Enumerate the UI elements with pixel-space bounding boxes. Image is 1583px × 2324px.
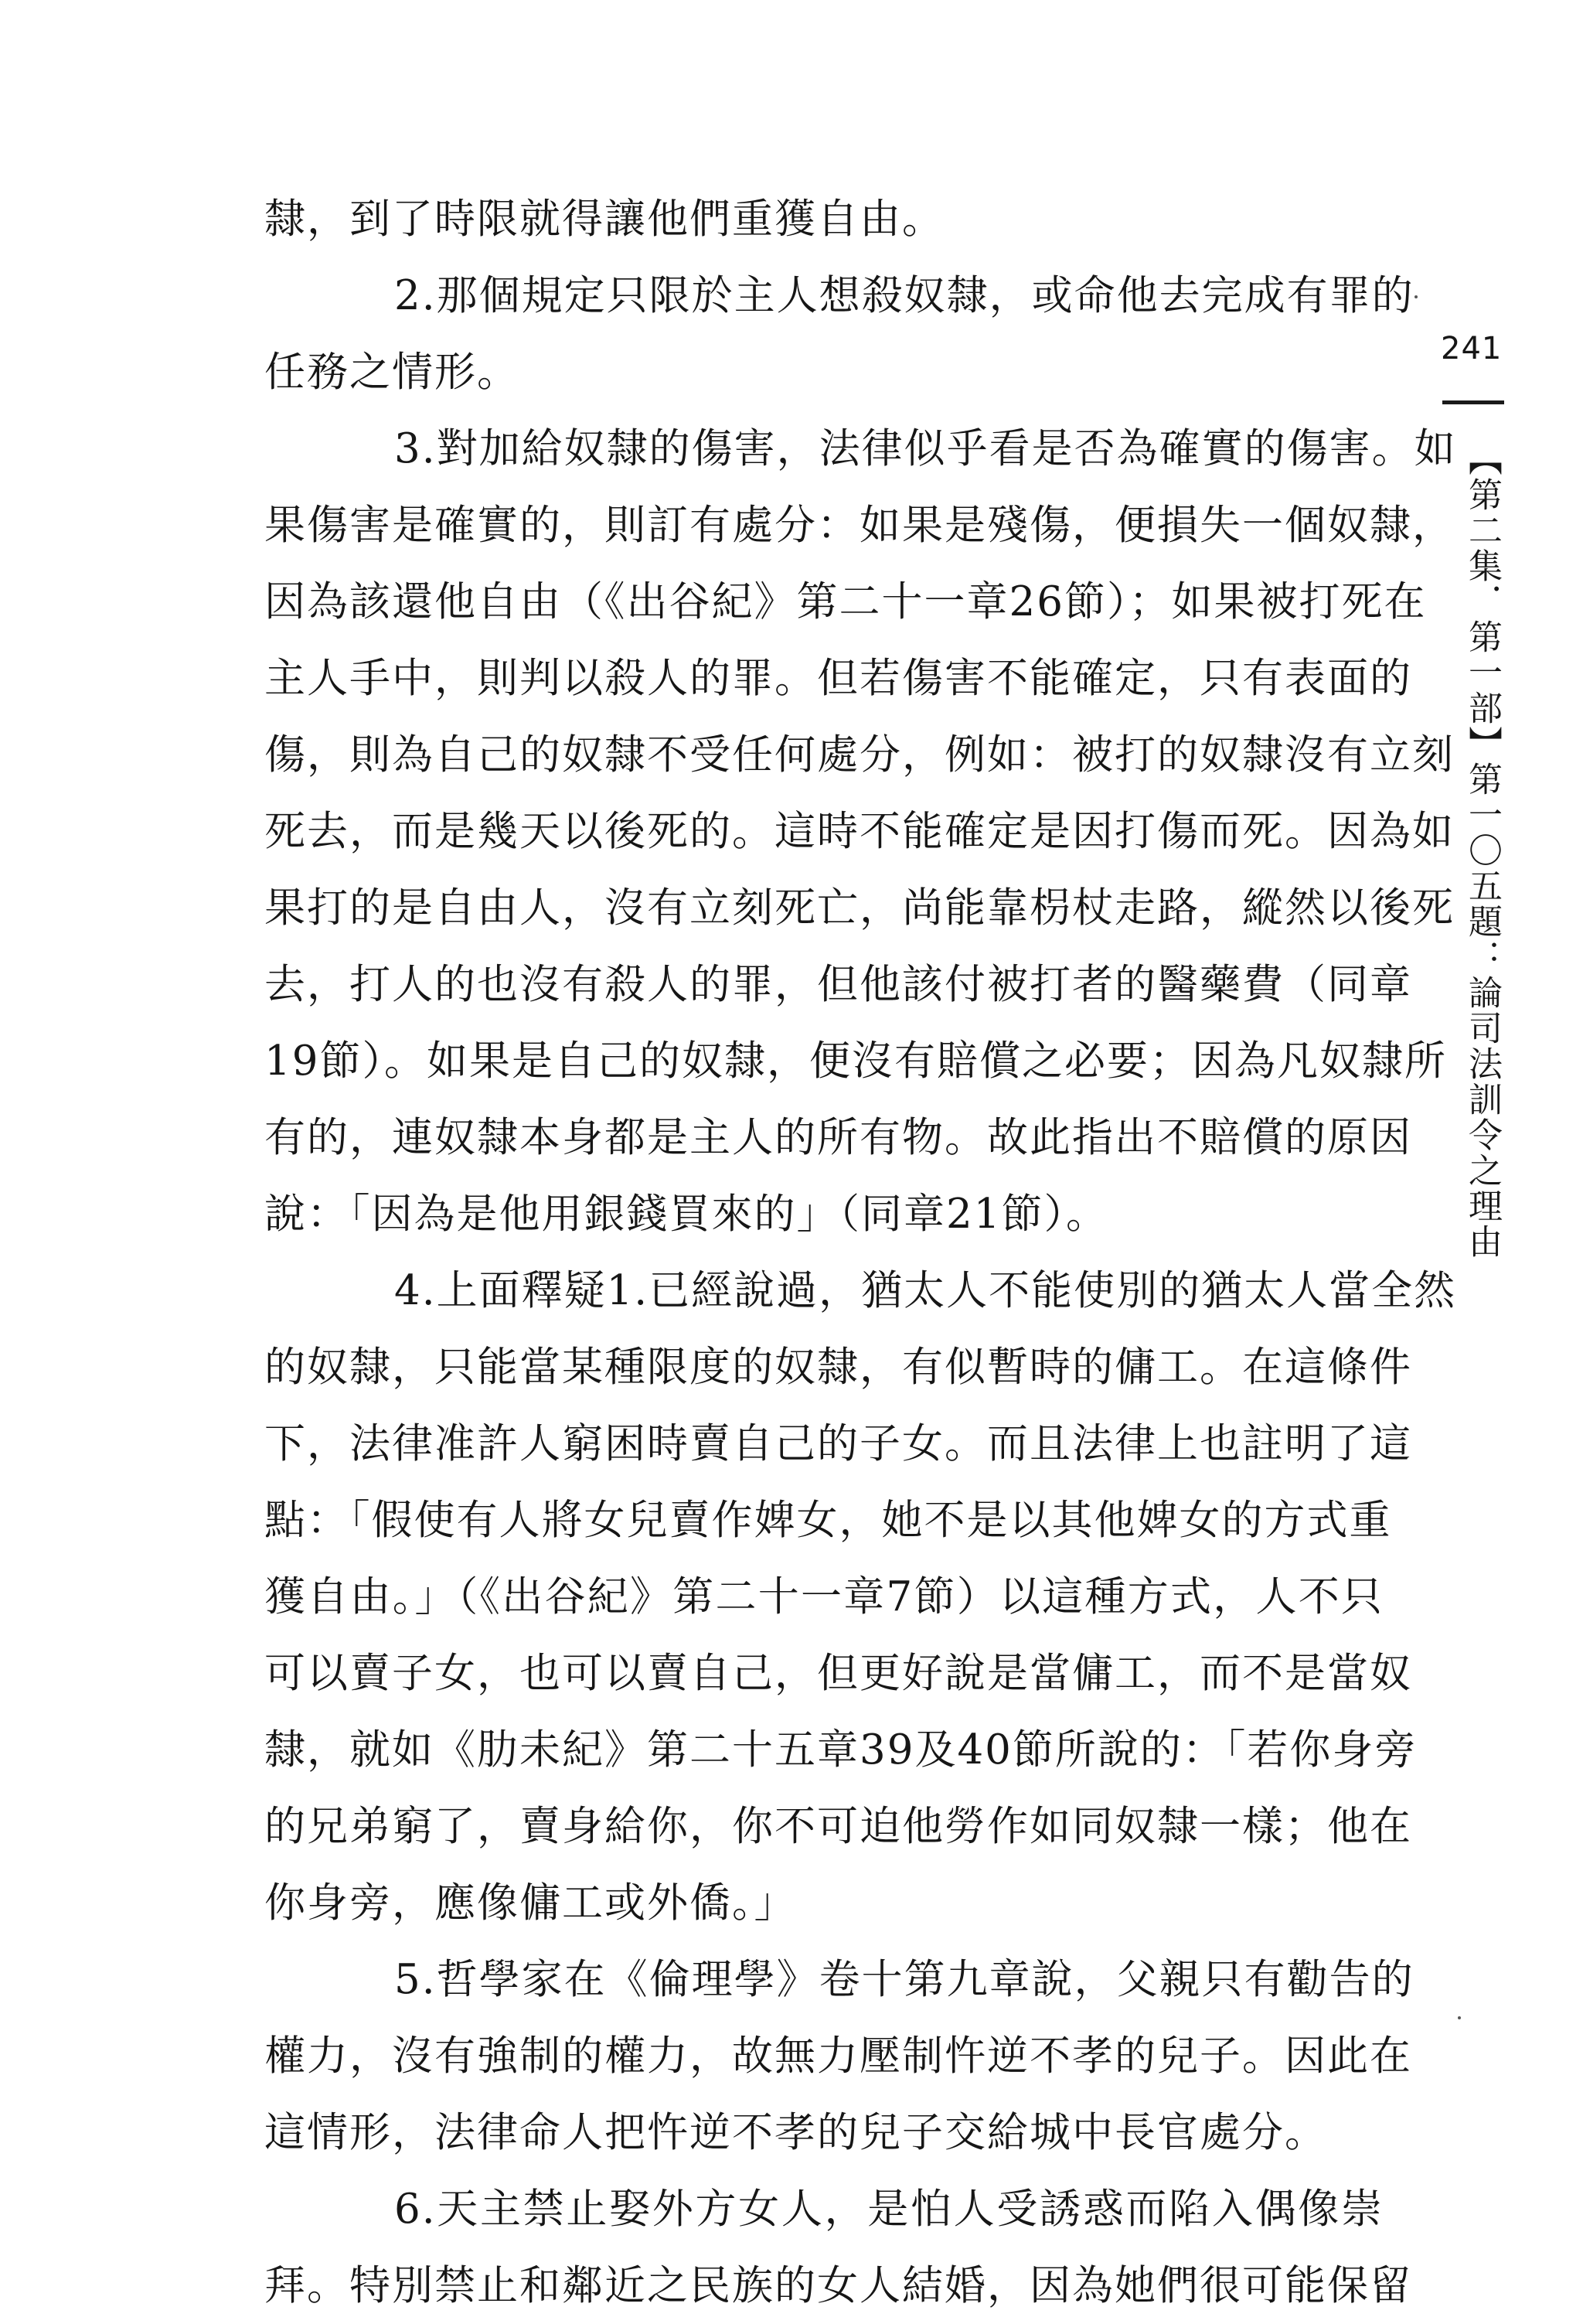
text-line: 的奴隸，只能當某種限度的奴隸，有似暫時的傭工。在這條件 (264, 1344, 1412, 1391)
text-line: 6.天主禁止娶外方女人，是怕人受誘惑而陷入偶像崇 (394, 2186, 1384, 2233)
text-line: 下，法律准許人窮困時賣自己的子女。而且法律上也註明了這 (264, 1420, 1412, 1467)
text-line: 5.哲學家在《倫理學》卷十第九章說，父親只有勸告的 (394, 1956, 1414, 2003)
text-line: 可以賣子女，也可以賣自己，但更好說是當傭工，而不是當奴 (264, 1650, 1412, 1697)
text-line: 的兄弟窮了，賣身給你，你不可迫他勞作如同奴隸一樣；他在 (264, 1803, 1412, 1850)
text-line: 有的，連奴隸本身都是主人的所有物。故此指出不賠償的原因 (264, 1114, 1412, 1161)
text-line: 果打的是自由人，沒有立刻死亡，尚能靠枴杖走路，縱然以後死 (264, 884, 1455, 932)
header-rule (1442, 400, 1504, 404)
text-line: 傷，則為自己的奴隸不受任何處分，例如：被打的奴隸沒有立刻 (264, 731, 1455, 779)
page-number: 241 (1441, 331, 1503, 366)
body-text (264, 181, 1457, 2324)
text-line: 你身旁，應像傭工或外僑。」 (264, 1879, 797, 1927)
text-line: 4.上面釋疑1.已經說過，猶太人不能使別的猶太人當全然 (394, 1267, 1457, 1314)
text-line: 去，打人的也沒有殺人的罪，但他該付被打者的醫藥費（同章 (264, 961, 1412, 1008)
text-line: 19節）。如果是自己的奴隸，便沒有賠償之必要；因為凡奴隸所 (264, 1038, 1447, 1085)
text-line: 死去，而是幾天以後死的。這時不能確定是因打傷而死。因為如 (264, 808, 1455, 855)
scan-speck (1414, 295, 1418, 298)
text-line: 2.那個規定只限於主人想殺奴隸，或命他去完成有罪的 (394, 272, 1414, 319)
text-line: 果傷害是確實的，則訂有處分：如果是殘傷，便損失一個奴隸， (264, 502, 1455, 549)
text-line: 點：「假使有人將女兒賣作婢女，她不是以其他婢女的方式重 (264, 1497, 1392, 1544)
text-line: 獲自由。」（《出谷紀》第二十一章7節）以這種方式，人不只 (264, 1573, 1384, 1620)
scan-speck (1458, 2016, 1461, 2019)
text-line: 拜。特別禁止和鄰近之民族的女人結婚，因為她們很可能保留 (264, 2262, 1412, 2309)
running-head: 【第二集．第一部】第一〇五題：論司法訓令之理由 (1462, 441, 1502, 1259)
text-line: 權力，沒有強制的權力，故無力壓制忤逆不孝的兒子。因此在 (264, 2033, 1412, 2080)
text-line: 這情形，法律命人把忤逆不孝的兒子交給城中長官處分。 (264, 2109, 1327, 2156)
text-line: 說：「因為是他用銀錢買來的」（同章21節）。 (264, 1191, 1108, 1238)
text-line: 隸，就如《肋未紀》第二十五章39及40節所說的：「若你身旁 (264, 1726, 1418, 1774)
text-line: 主人手中，則判以殺人的罪。但若傷害不能確定，只有表面的 (264, 655, 1412, 702)
text-line: 任務之情形。 (264, 349, 519, 396)
text-line: 因為該還他自由（《出谷紀》第二十一章26節）；如果被打死在 (264, 578, 1427, 625)
text-line: 3.對加給奴隸的傷害，法律似乎看是否為確實的傷害。如 (394, 425, 1457, 472)
text-line: 隸，到了時限就得讓他們重獲自由。 (264, 196, 945, 243)
